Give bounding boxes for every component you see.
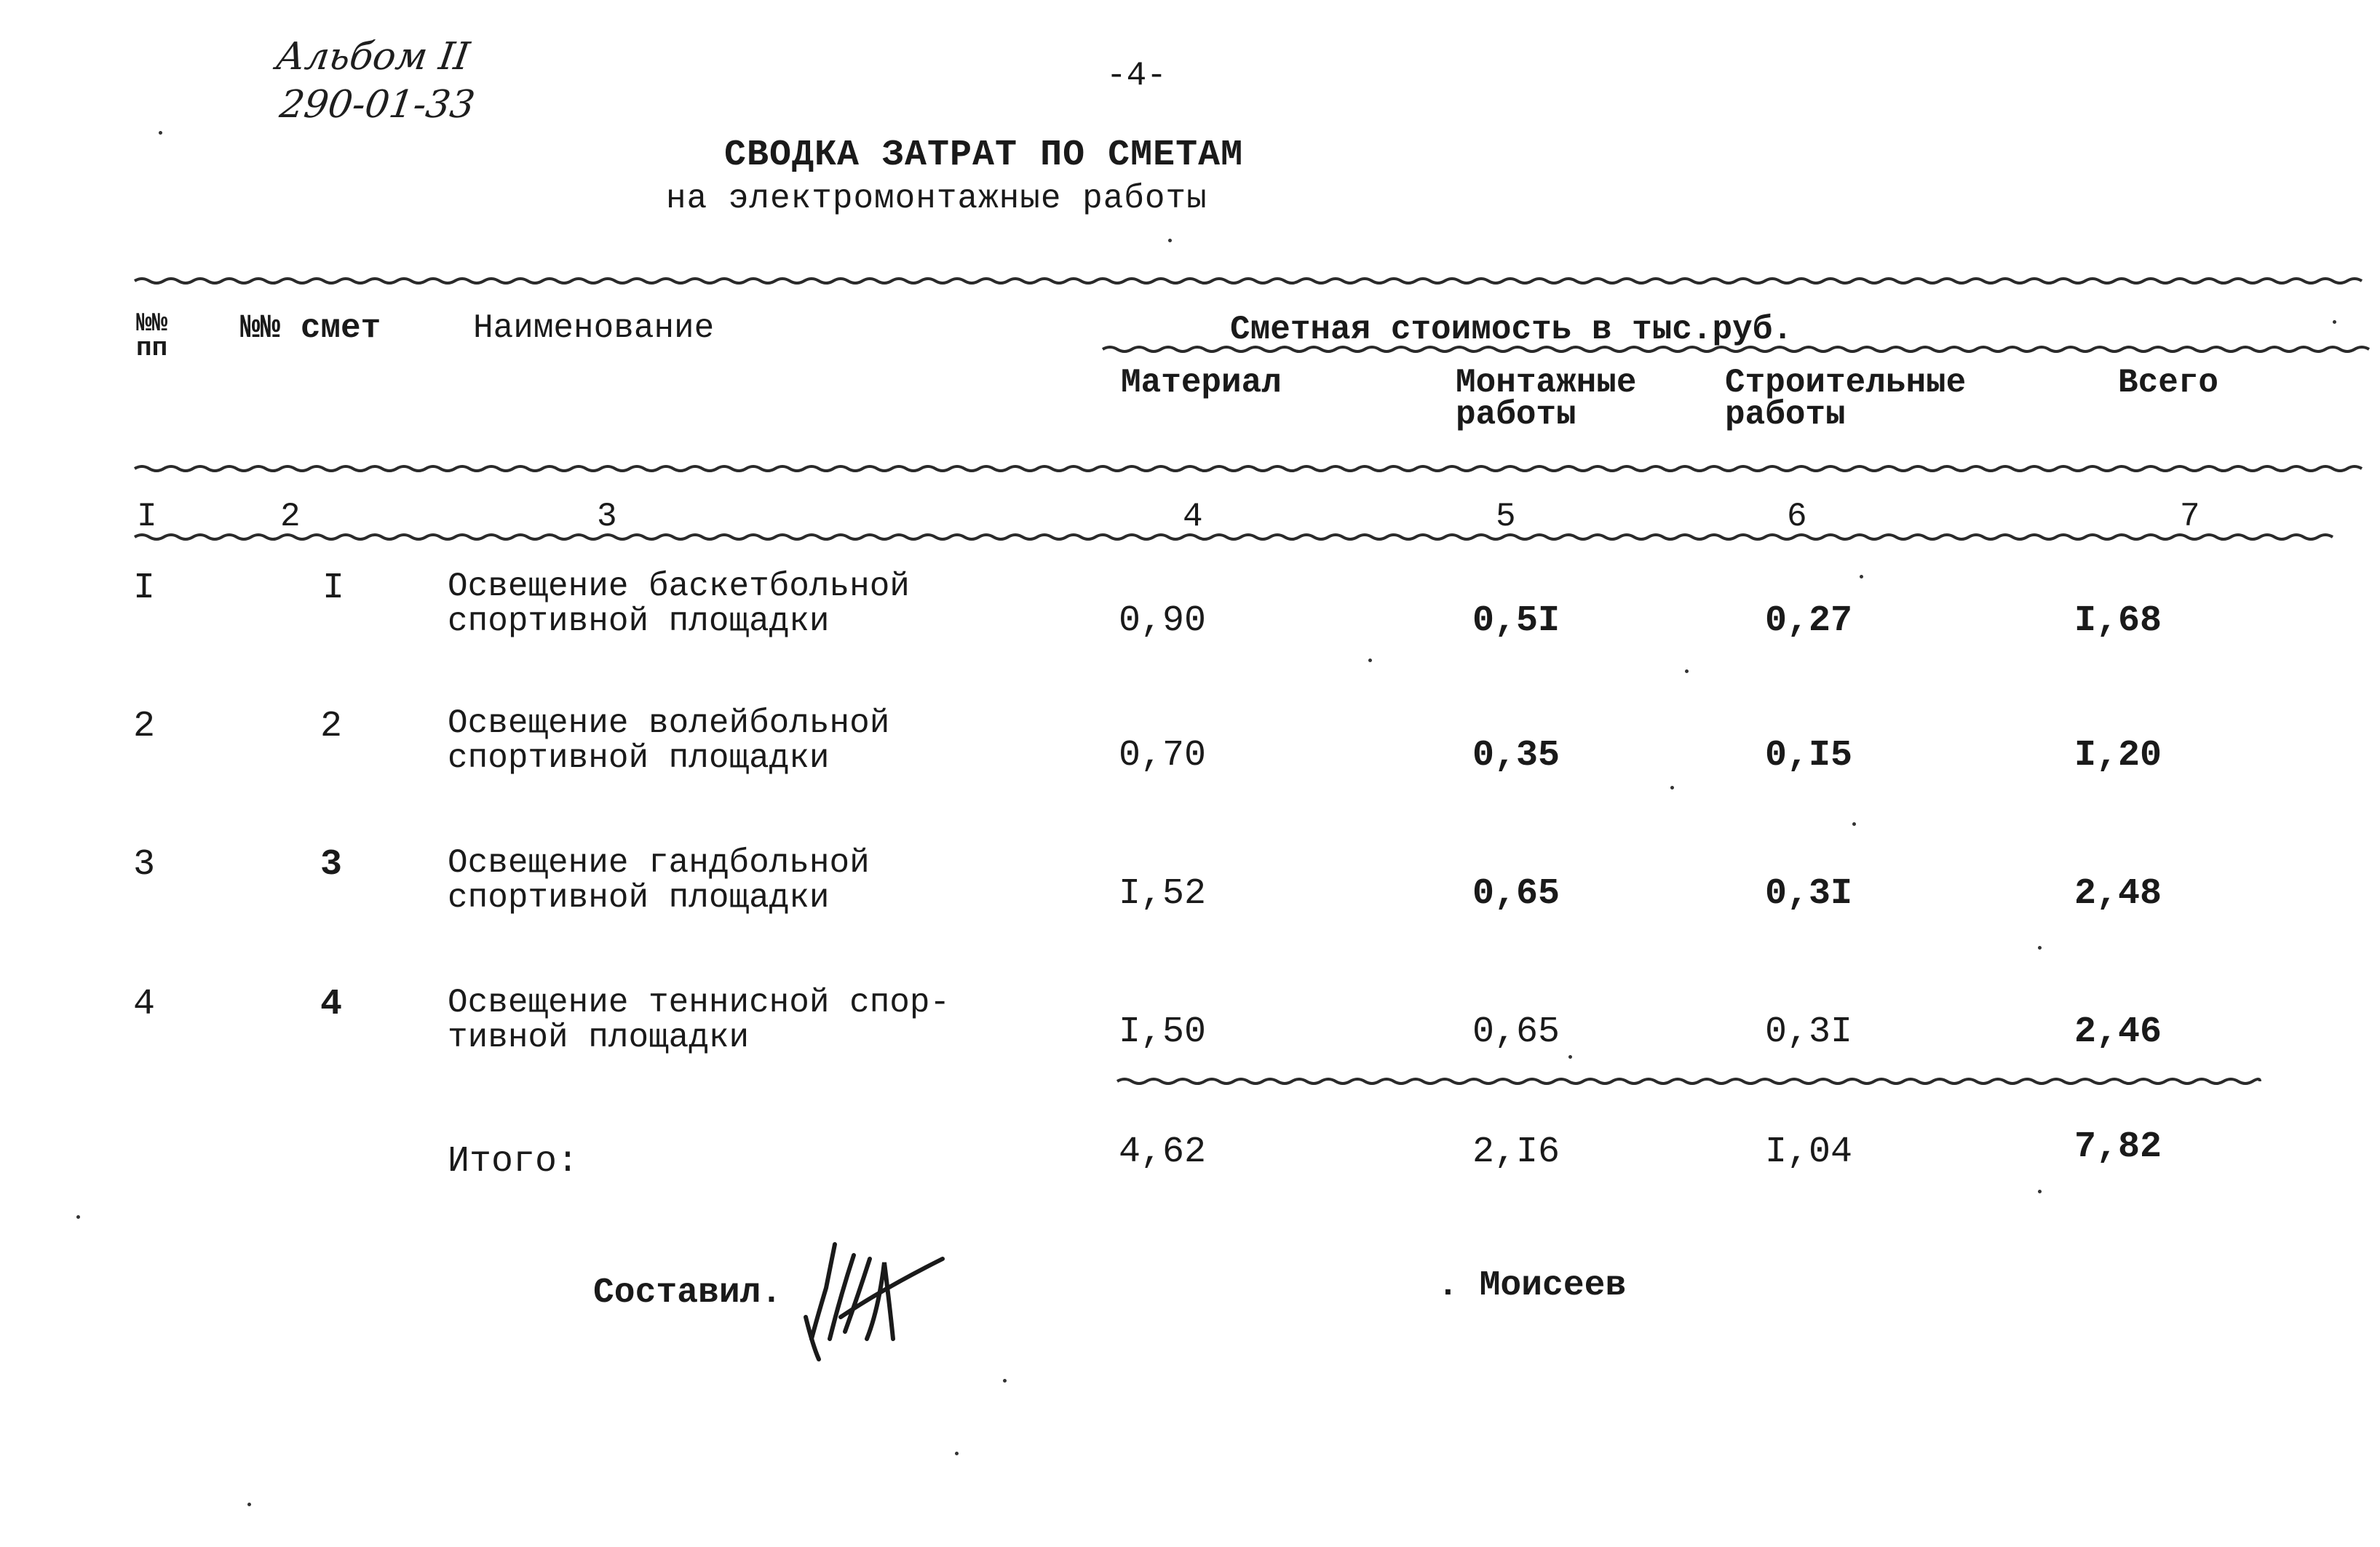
row-2-name-line1: Освещение волейбольной (448, 704, 890, 742)
row-4-estimate: 4 (320, 984, 343, 1025)
scan-speck (1852, 822, 1856, 826)
scan-speck (2038, 1190, 2042, 1193)
scan-speck (955, 1452, 959, 1455)
header-bottom-rule (0, 461, 2380, 476)
row-2-num: 2 (133, 706, 156, 747)
scan-speck (247, 1503, 251, 1506)
row-3-name-line1: Освещение гандбольной (448, 844, 870, 882)
column-number-6: 6 (1787, 498, 1807, 536)
table-top-rule (0, 274, 2380, 288)
totals-installation: 2,I6 (1472, 1132, 1560, 1173)
header-num-line2: пп (136, 333, 168, 364)
column-number-4: 4 (1183, 498, 1203, 536)
header-num-line1: №№ (136, 309, 168, 338)
row-1-name-line2: спортивной площадки (448, 603, 830, 641)
column-number-2: 2 (280, 498, 301, 536)
scan-speck (1003, 1379, 1007, 1383)
row-3-construction: 0,3I (1765, 873, 1853, 915)
column-number-7: 7 (2180, 498, 2200, 536)
row-3-material: I,52 (1119, 873, 1207, 915)
scan-speck (1860, 575, 1863, 578)
scan-speck (1670, 786, 1674, 790)
scan-speck (159, 131, 162, 135)
totals-rule (0, 1074, 2380, 1089)
row-1-num: I (133, 568, 156, 609)
row-4-construction: 0,3I (1765, 1011, 1853, 1053)
row-2-installation: 0,35 (1472, 735, 1560, 776)
document-subtitle: на электромонтажные работы (666, 180, 1207, 218)
scan-speck (2038, 946, 2042, 950)
header-estimate-num: №№ смет (240, 309, 381, 347)
row-3-estimate: 3 (320, 844, 343, 886)
page-number: -4- (1106, 57, 1167, 95)
row-3-num: 3 (133, 844, 156, 886)
scan-speck (1685, 669, 1689, 673)
column-numbers-rule (0, 530, 2380, 544)
row-4-name-line1: Освещение теннисной спор- (448, 984, 951, 1022)
row-1-installation: 0,5I (1472, 600, 1560, 642)
header-construction-line2: работы (1725, 395, 1846, 434)
row-2-name (448, 706, 889, 776)
row-4-total: 2,46 (2074, 1011, 2162, 1053)
column-number-5: 5 (1496, 498, 1516, 536)
scan-speck (2333, 320, 2336, 324)
row-3-total: 2,48 (2074, 873, 2162, 915)
row-1-name-line1: Освещение баскетбольной (448, 568, 910, 605)
totals-construction: I,04 (1765, 1132, 1853, 1173)
header-material: Материал (1121, 364, 1282, 402)
row-4-installation: 0,65 (1472, 1011, 1560, 1053)
column-number-1: I (137, 498, 157, 536)
compiled-label: Составил. (593, 1273, 782, 1313)
row-1-construction: 0,27 (1765, 600, 1853, 642)
totals-total: 7,82 (2074, 1126, 2162, 1168)
row-1-total: I,68 (2074, 600, 2162, 642)
row-1-material: 0,90 (1119, 600, 1207, 642)
header-installation-line2: работы (1456, 395, 1576, 434)
row-2-name-line2: спортивной площадки (448, 739, 830, 778)
row-2-material: 0,70 (1119, 735, 1207, 776)
row-4-name (448, 985, 950, 1056)
header-total: Всего (2118, 364, 2219, 402)
column-number-3: 3 (597, 498, 617, 536)
scan-speck (76, 1215, 80, 1219)
handwritten-album-note: Альбом II (273, 35, 472, 79)
header-construction-line1: Строительные (1725, 364, 1967, 402)
row-3-installation: 0,65 (1472, 873, 1560, 915)
scan-speck (1168, 239, 1172, 242)
row-2-construction: 0,I5 (1765, 735, 1853, 776)
row-1-estimate: I (322, 568, 345, 609)
totals-material: 4,62 (1119, 1132, 1207, 1173)
document-title: СВОДКА ЗАТРАТ ПО СМЕТАМ (724, 135, 1244, 176)
cost-group-rule (0, 342, 2380, 357)
row-1-name (448, 569, 910, 640)
row-4-name-line2: тивной площадки (448, 1019, 750, 1057)
header-name: Наименование (473, 309, 715, 347)
handwritten-code-note: 290-01-33 (277, 83, 477, 127)
row-4-num: 4 (133, 984, 156, 1025)
scan-speck (1568, 1055, 1572, 1059)
totals-label: Итого: (448, 1141, 579, 1182)
row-4-material: I,50 (1119, 1011, 1207, 1053)
scan-speck (1368, 659, 1372, 662)
row-3-name-line2: спортивной площадки (448, 879, 830, 918)
header-construction (1725, 364, 1967, 434)
row-2-estimate: 2 (320, 706, 343, 747)
compiler-name: . Моисеев (1437, 1266, 1627, 1305)
header-installation (1456, 364, 1637, 434)
row-3-name (448, 846, 870, 916)
signature-mark (797, 1230, 957, 1368)
header-installation-line1: Монтажные (1456, 364, 1637, 402)
header-cost-group: Сметная стоимость в тыс.руб. (1230, 311, 1793, 349)
row-2-total: I,20 (2074, 735, 2162, 776)
